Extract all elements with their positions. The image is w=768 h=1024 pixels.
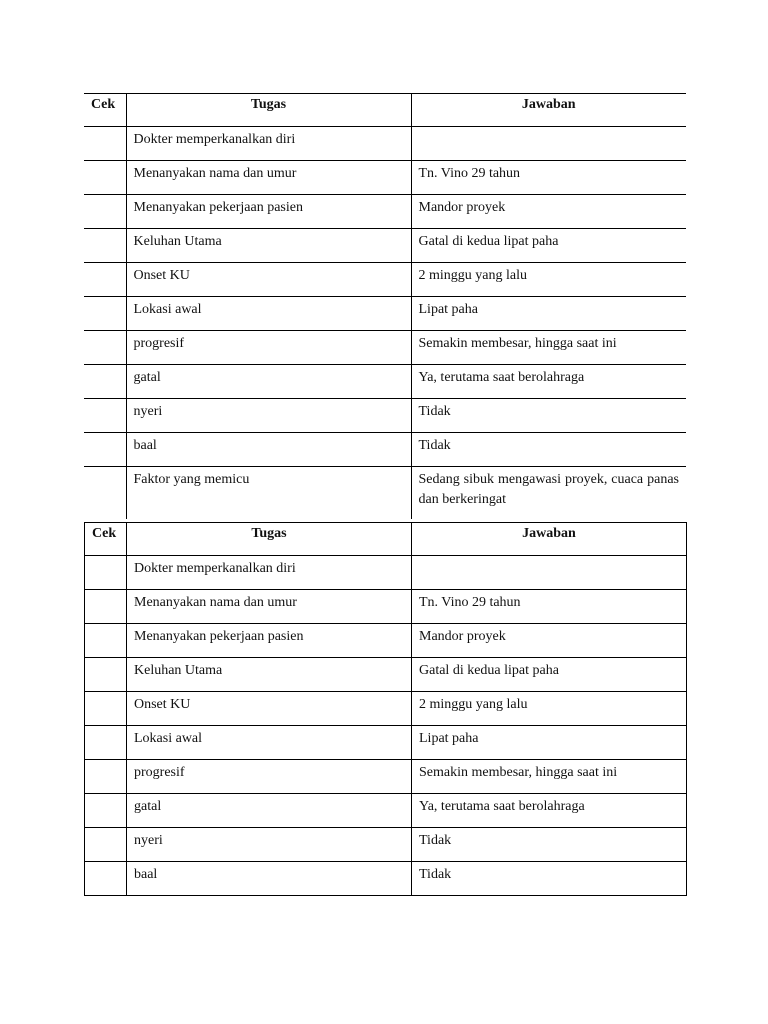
table-row xyxy=(84,331,686,365)
tugas-cell: Onset KU xyxy=(127,692,412,726)
tugas-cell: Onset KU xyxy=(126,263,411,297)
cek-cell xyxy=(85,828,127,862)
table-row xyxy=(85,794,687,828)
tugas-cell: gatal xyxy=(127,794,412,828)
cek-cell xyxy=(85,794,127,828)
table-row xyxy=(84,467,686,519)
cek-cell xyxy=(85,760,127,794)
tugas-cell: Lokasi awal xyxy=(126,297,411,331)
table-row xyxy=(84,161,686,195)
jawaban-cell: Tidak xyxy=(411,399,686,433)
cek-cell xyxy=(84,229,126,263)
tugas-cell: Keluhan Utama xyxy=(127,658,412,692)
jawaban-cell: Tidak xyxy=(411,433,686,467)
table-row xyxy=(84,433,686,467)
table-row xyxy=(85,828,687,862)
table-row xyxy=(85,692,687,726)
jawaban-cell: Semakin membesar, hingga saat ini xyxy=(411,331,686,365)
cek-cell xyxy=(85,726,127,760)
jawaban-cell: Lipat paha xyxy=(411,297,686,331)
cek-cell xyxy=(84,399,126,433)
cek-cell xyxy=(85,692,127,726)
table-row xyxy=(85,726,687,760)
tugas-cell: progresif xyxy=(126,331,411,365)
anamnesis-table-1 xyxy=(84,93,686,519)
table-row xyxy=(85,590,687,624)
table-row xyxy=(84,263,686,297)
tugas-cell: Dokter memperkanalkan diri xyxy=(126,127,411,161)
jawaban-cell: Tidak xyxy=(412,862,687,896)
table-row xyxy=(84,297,686,331)
header-jawaban: Jawaban xyxy=(412,523,687,556)
table-row xyxy=(84,127,686,161)
table-row xyxy=(84,365,686,399)
jawaban-cell: 2 minggu yang lalu xyxy=(411,263,686,297)
table-row xyxy=(84,229,686,263)
tugas-cell: nyeri xyxy=(126,399,411,433)
table-row xyxy=(84,195,686,229)
cek-cell xyxy=(84,331,126,365)
cek-cell xyxy=(84,467,126,519)
cek-cell xyxy=(84,263,126,297)
table-header-row xyxy=(84,94,686,127)
jawaban-cell: 2 minggu yang lalu xyxy=(412,692,687,726)
jawaban-cell: Tidak xyxy=(412,828,687,862)
tugas-cell: progresif xyxy=(127,760,412,794)
jawaban-cell: Ya, terutama saat berolahraga xyxy=(411,365,686,399)
table-row xyxy=(85,760,687,794)
cek-cell xyxy=(85,624,127,658)
tugas-cell: Faktor yang memicu xyxy=(126,467,411,519)
jawaban-cell: Tn. Vino 29 tahun xyxy=(412,590,687,624)
header-jawaban: Jawaban xyxy=(411,94,686,127)
tugas-cell: Lokasi awal xyxy=(127,726,412,760)
jawaban-cell: Tn. Vino 29 tahun xyxy=(411,161,686,195)
jawaban-cell xyxy=(411,127,686,161)
jawaban-cell: Gatal di kedua lipat paha xyxy=(411,229,686,263)
header-tugas: Tugas xyxy=(127,523,412,556)
table-row xyxy=(85,624,687,658)
tugas-cell: Keluhan Utama xyxy=(126,229,411,263)
header-cek: Cek xyxy=(85,523,127,556)
table-header-row xyxy=(85,523,687,556)
jawaban-cell: Sedang sibuk mengawasi proyek, cuaca panas dan berkeringat xyxy=(411,467,686,519)
tugas-cell: Menanyakan pekerjaan pasien xyxy=(126,195,411,229)
jawaban-cell: Gatal di kedua lipat paha xyxy=(412,658,687,692)
tugas-cell: Dokter memperkanalkan diri xyxy=(127,556,412,590)
cek-cell xyxy=(84,195,126,229)
tugas-cell: nyeri xyxy=(127,828,412,862)
tugas-cell: baal xyxy=(127,862,412,896)
cek-cell xyxy=(84,161,126,195)
table-row xyxy=(85,862,687,896)
tugas-cell: Menanyakan nama dan umur xyxy=(127,590,412,624)
table-row xyxy=(85,658,687,692)
cek-cell xyxy=(84,365,126,399)
cek-cell xyxy=(85,590,127,624)
cek-cell xyxy=(85,862,127,896)
tugas-cell: Menanyakan nama dan umur xyxy=(126,161,411,195)
cek-cell xyxy=(85,658,127,692)
jawaban-cell: Lipat paha xyxy=(412,726,687,760)
jawaban-cell: Ya, terutama saat berolahraga xyxy=(412,794,687,828)
header-tugas: Tugas xyxy=(126,94,411,127)
cek-cell xyxy=(84,433,126,467)
header-cek: Cek xyxy=(84,94,126,127)
tugas-cell: gatal xyxy=(126,365,411,399)
tugas-cell: baal xyxy=(126,433,411,467)
table-row xyxy=(84,399,686,433)
cek-cell xyxy=(84,127,126,161)
jawaban-cell: Mandor proyek xyxy=(412,624,687,658)
jawaban-cell: Semakin membesar, hingga saat ini xyxy=(412,760,687,794)
tugas-cell: Menanyakan pekerjaan pasien xyxy=(127,624,412,658)
jawaban-cell xyxy=(412,556,687,590)
table-row xyxy=(85,556,687,590)
jawaban-cell: Mandor proyek xyxy=(411,195,686,229)
cek-cell xyxy=(84,297,126,331)
anamnesis-table-2 xyxy=(84,522,687,896)
cek-cell xyxy=(85,556,127,590)
